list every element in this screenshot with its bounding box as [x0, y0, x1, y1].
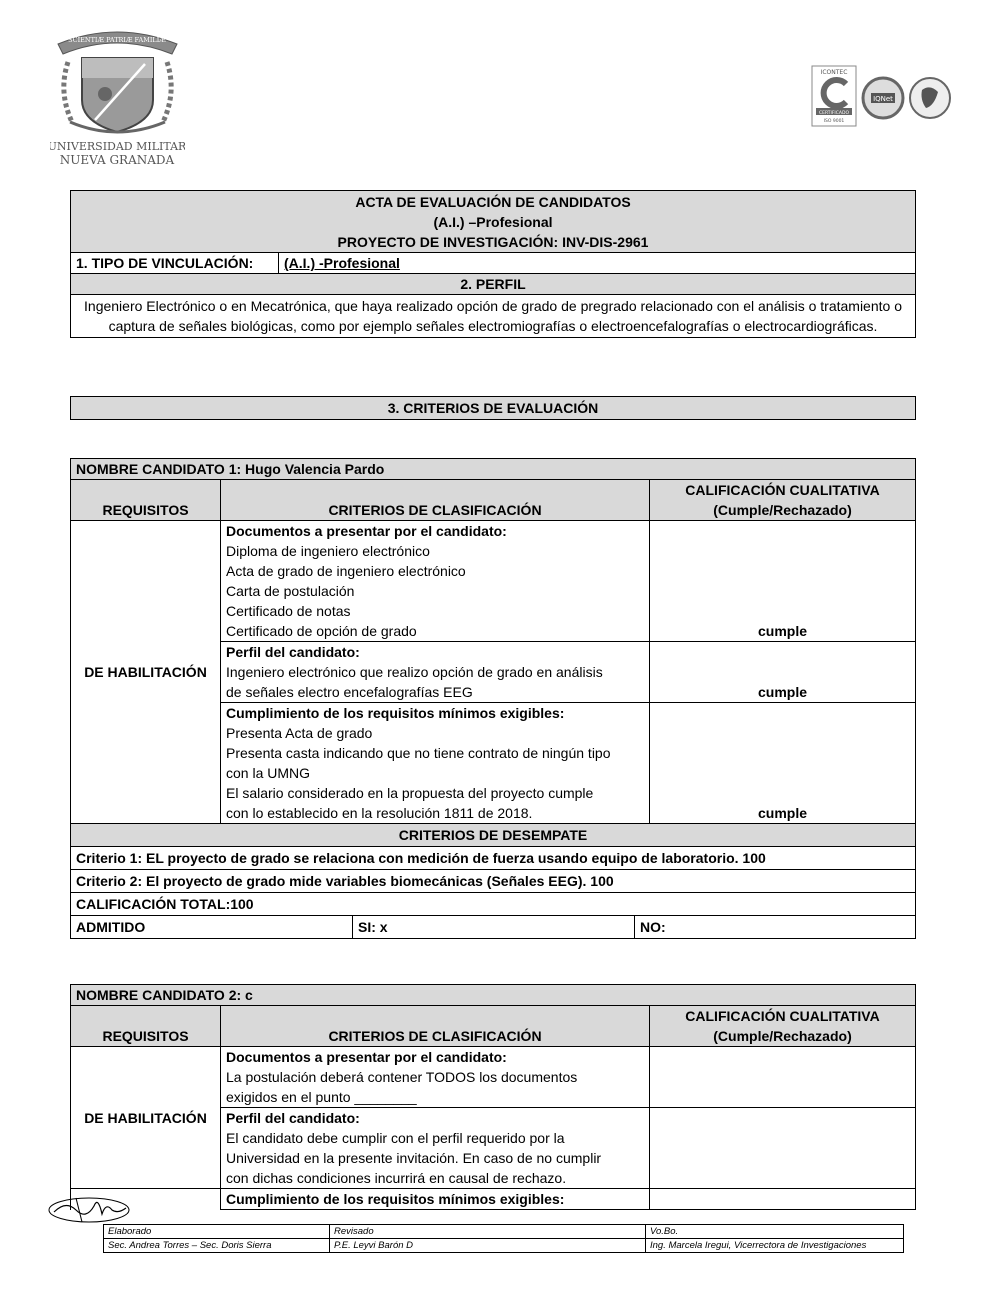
- logo-motto: SCIENTIÆ PATRIÆ FAMILIÆ: [68, 36, 166, 44]
- criterios-header: 3. CRITERIOS DE EVALUACIÓN: [71, 397, 916, 420]
- col-requisitos: REQUISITOS: [71, 480, 221, 521]
- block-documentos: [221, 1047, 650, 1108]
- iqnet-label: IQNet: [873, 95, 893, 103]
- requisito-habilitacion: DE HABILITACIÓN: [71, 1047, 221, 1189]
- col-calificacion-line1: CALIFICACIÓN CUALITATIVA: [685, 482, 880, 498]
- admitido-si: SI: x: [353, 915, 635, 938]
- perfil-header: 2. PERFIL: [71, 274, 916, 295]
- block-perfil: [221, 1108, 650, 1189]
- certificado-label: CERTIFICADO: [818, 111, 850, 116]
- block-line: con dichas condiciones incurrirá en causal de rechazo.: [226, 1170, 567, 1186]
- block-perfil: [221, 642, 650, 703]
- candidate1-section: [70, 458, 916, 939]
- result-documentos: [650, 1047, 916, 1108]
- admitido-no: NO:: [635, 915, 916, 938]
- result-perfil: cumple: [650, 642, 916, 703]
- certification-logos: [810, 64, 955, 128]
- col-calificacion-line2: (Cumple/Rechazado): [713, 1028, 852, 1044]
- col-calificacion: [650, 480, 916, 521]
- signature: [46, 1192, 132, 1226]
- footer: [103, 1224, 904, 1253]
- result-requisitos: cumple: [650, 703, 916, 824]
- vinculacion-value: (A.I.) -Profesional: [279, 253, 916, 274]
- criterios-section: [70, 396, 916, 420]
- block-line: Acta de grado de ingeniero electrónico: [226, 563, 466, 579]
- acta-section: [70, 190, 916, 338]
- calificacion-total: CALIFICACIÓN TOTAL:100: [71, 893, 916, 916]
- block-title: Documentos a presentar por el candidato:: [226, 1049, 507, 1065]
- block-line: Carta de postulación: [226, 583, 355, 599]
- desempate-header: CRITERIOS DE DESEMPATE: [71, 824, 916, 847]
- footer-elaborado-label: Elaborado: [104, 1225, 330, 1239]
- footer-revisado-label: Revisado: [330, 1225, 646, 1239]
- block-title: Perfil del candidato:: [226, 644, 360, 660]
- acta-title: [71, 191, 916, 253]
- perfil-text: Ingeniero Electrónico o en Mecatrónica, que haya realizado opción de grado de pregrado relacionado con el análisis o tratamiento o captura de señales biológicas, como por ejemplo señales electromiografías o electroencefalografías o electrocardiográficas.: [71, 295, 916, 338]
- col-criterios: CRITERIOS DE CLASIFICACIÓN: [221, 1006, 650, 1047]
- block-line: exigidos en el punto ________: [226, 1089, 417, 1105]
- block-line: Universidad en la presente invitación. En caso de no cumplir: [226, 1150, 602, 1166]
- block-line: de señales electro encefalografías EEG: [226, 684, 473, 700]
- block-documentos: [221, 521, 650, 642]
- requisito-habilitacion: DE HABILITACIÓN: [71, 521, 221, 824]
- block-line: Certificado de notas: [226, 603, 351, 619]
- block-line: El candidato debe cumplir con el perfil requerido por la: [226, 1130, 565, 1146]
- icontec-label: ICONTEC: [820, 69, 848, 76]
- col-calificacion-line1: CALIFICACIÓN CUALITATIVA: [685, 1008, 880, 1024]
- block-line: Presenta Acta de grado: [226, 725, 373, 741]
- vinculacion-label: 1. TIPO DE VINCULACIÓN:: [71, 253, 279, 274]
- block-line: con la UMNG: [226, 765, 311, 781]
- candidate1-name: NOMBRE CANDIDATO 1: Hugo Valencia Pardo: [71, 459, 916, 480]
- result-documentos: cumple: [650, 521, 916, 642]
- criterio2: Criterio 2: El proyecto de grado mide variables biomecánicas (Señales EEG). 100: [71, 870, 916, 893]
- footer-revisado-value: P.E. Leyvi Barón D: [330, 1239, 646, 1253]
- col-calificacion: [650, 1006, 916, 1047]
- block-title: Perfil del candidato:: [226, 1110, 360, 1126]
- acta-title-line1: ACTA DE EVALUACIÓN DE CANDIDATOS: [355, 194, 631, 210]
- admitido-label: ADMITIDO: [71, 915, 353, 938]
- logo-text-line2: NUEVA GRANADA: [59, 153, 175, 167]
- result-perfil: [650, 1108, 916, 1189]
- logo-text-line1: UNIVERSIDAD MILITAR: [50, 140, 185, 153]
- block-line: El salario considerado en la propuesta del proyecto cumple: [226, 785, 594, 801]
- block-line: con lo establecido en la resolución 1811 de 2018.: [226, 805, 533, 821]
- block-requisitos: [221, 703, 650, 824]
- criterio1: Criterio 1: EL proyecto de grado se relaciona con medición de fuerza usando equipo de laboratorio. 100: [71, 847, 916, 870]
- acta-title-line2: (A.I.) –Profesional: [433, 214, 553, 230]
- block-line: Certificado de opción de grado: [226, 623, 417, 639]
- block-line: Diploma de ingeniero electrónico: [226, 543, 430, 559]
- candidate2-name: NOMBRE CANDIDATO 2: c: [71, 985, 916, 1006]
- block-title: Cumplimiento de los requisitos mínimos exigibles:: [226, 705, 565, 721]
- col-calificacion-line2: (Cumple/Rechazado): [713, 502, 852, 518]
- block-line: Ingeniero electrónico que realizo opción de grado en análisis: [226, 664, 603, 680]
- footer-elaborado-value: Sec. Andrea Torres – Sec. Doris Sierra: [104, 1239, 330, 1253]
- block-requisitos-title: Cumplimiento de los requisitos mínimos exigibles:: [221, 1189, 650, 1210]
- footer-vobo-value: Ing. Marcela Iregui, Vicerrectora de Investigaciones: [646, 1239, 904, 1253]
- iso-label: ISO 9001: [823, 119, 845, 124]
- col-requisitos: REQUISITOS: [71, 1006, 221, 1047]
- block-line: Presenta casta indicando que no tiene contrato de ningún tipo: [226, 745, 611, 761]
- footer-vobo-label: Vo.Bo.: [646, 1225, 904, 1239]
- acta-title-line3: PROYECTO DE INVESTIGACIÓN: INV-DIS-2961: [337, 234, 649, 250]
- block-title: Documentos a presentar por el candidato:: [226, 523, 507, 539]
- result-requisitos: [650, 1189, 916, 1210]
- candidate2-section: [70, 984, 916, 1210]
- block-line: La postulación deberá contener TODOS los documentos: [226, 1069, 578, 1085]
- col-criterios: CRITERIOS DE CLASIFICACIÓN: [221, 480, 650, 521]
- university-logo: [50, 22, 185, 167]
